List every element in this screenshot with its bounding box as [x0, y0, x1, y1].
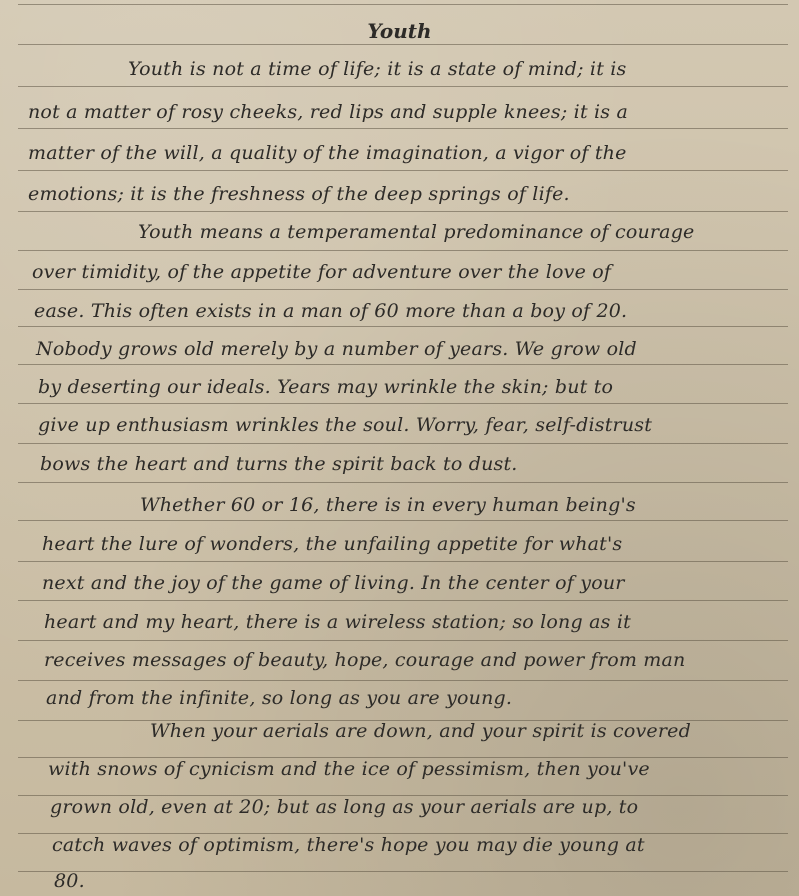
text-line: Youth is not a time of life; it is a state of mind; it is	[128, 58, 627, 80]
text-line: over timidity, of the appetite for adventure over the love of	[32, 261, 612, 283]
text-line: When your aerials are down, and your spirit is covered	[150, 720, 691, 742]
text-line: matter of the will, a quality of the imagination, a vigor of the	[28, 142, 627, 164]
ruled-line	[18, 170, 788, 171]
text-line: Youth means a temperamental predominance of courage	[138, 221, 695, 243]
text-line: give up enthusiasm wrinkles the soul. Worry, fear, self-distrust	[38, 414, 653, 436]
text-line: emotions; it is the freshness of the deep springs of life.	[28, 183, 570, 205]
text-line: heart the lure of wonders, the unfailing appetite for what's	[42, 533, 623, 555]
ruled-line	[18, 443, 788, 444]
text-line: with snows of cynicism and the ice of pessimism, then you've	[48, 758, 650, 780]
ruled-line	[18, 250, 788, 251]
text-line: and from the infinite, so long as you are young.	[46, 687, 513, 709]
ruled-line	[18, 86, 788, 87]
text-line: Nobody grows old merely by a number of years. We grow old	[36, 338, 637, 360]
ruled-line	[18, 211, 788, 212]
text-line: next and the joy of the game of living. In the center of your	[42, 572, 625, 594]
ruled-line	[18, 561, 788, 562]
text-line: ease. This often exists in a man of 60 more than a boy of 20.	[34, 300, 628, 322]
ruled-line	[18, 482, 788, 483]
text-line: Whether 60 or 16, there is in every human being's	[140, 494, 636, 516]
essay-title: Youth	[367, 19, 432, 43]
ruled-line	[18, 640, 788, 641]
text-line: heart and my heart, there is a wireless station; so long as it	[44, 611, 631, 633]
text-line: bows the heart and turns the spirit back to dust.	[40, 453, 518, 475]
text-line: grown old, even at 20; but as long as your aerials are up, to	[50, 796, 639, 818]
text-line: catch waves of optimism, there's hope you may die young at	[52, 834, 645, 856]
text-line: 80.	[54, 870, 85, 892]
text-line: receives messages of beauty, hope, courage and power from man	[44, 649, 686, 671]
ruled-line	[18, 4, 788, 5]
text-line: not a matter of rosy cheeks, red lips and supple knees; it is a	[28, 101, 629, 123]
ruled-line	[18, 289, 788, 290]
ruled-line	[18, 600, 788, 601]
text-line: by deserting our ideals. Years may wrinkle the skin; but to	[38, 376, 614, 398]
